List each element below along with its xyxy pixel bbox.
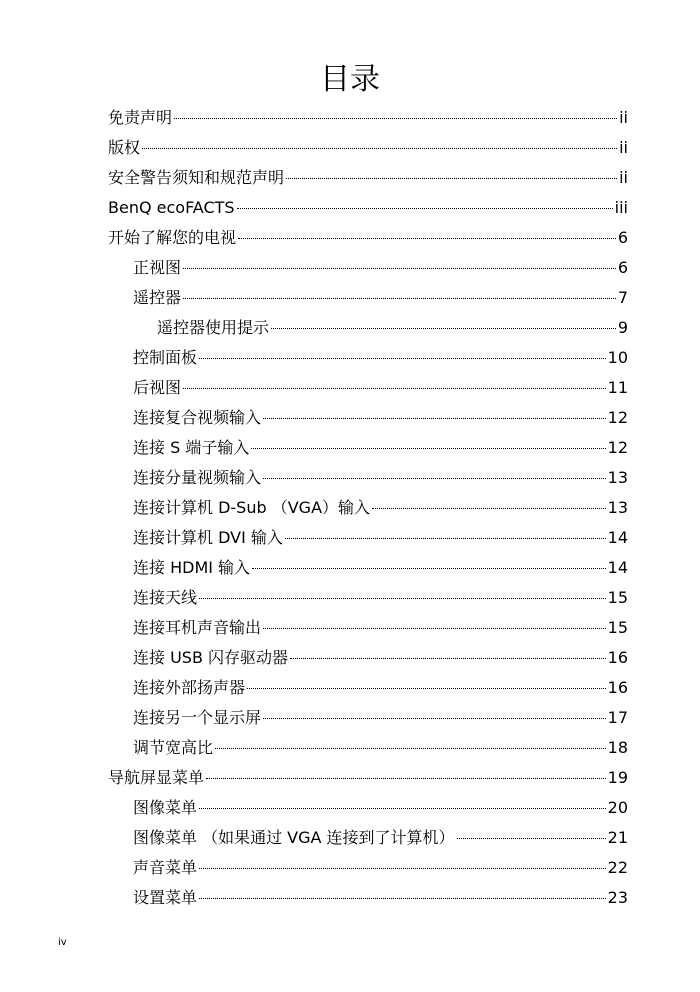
toc-entry[interactable] [133,493,628,523]
dot-leader [183,388,606,389]
page-number: iv [58,937,67,948]
toc-entry-page: ii [619,168,628,187]
toc-entry-page: 13 [607,498,628,517]
toc-entry-label: 连接天线 [133,588,198,607]
toc-entry[interactable] [108,193,628,223]
toc-entry-page: 17 [607,708,628,727]
toc-entry[interactable] [133,793,628,823]
toc-entry-label: 免责声明 [108,108,173,127]
dot-leader [252,568,606,569]
toc-entry-label: 连接耳机声音输出 [133,618,262,637]
toc-entry[interactable] [157,313,628,343]
toc-entry-page: 14 [607,528,628,547]
toc-entry-page: 16 [607,678,628,697]
toc-entry-page: 13 [607,468,628,487]
toc-entry-label: BenQ ecoFACTS [108,198,235,217]
dot-leader [263,628,606,629]
toc-entry-page: 12 [607,408,628,427]
toc-entry-page: 18 [607,738,628,757]
toc-entry[interactable] [133,463,628,493]
toc-entry-page: 7 [617,288,628,307]
toc-entry-page: 10 [607,348,628,367]
dot-leader [199,808,606,809]
toc-entry-label: 图像菜单 （如果通过 VGA 连接到了计算机） [133,828,455,847]
toc-entry-page: 6 [617,228,628,247]
dot-leader [263,478,606,479]
toc-entry[interactable] [133,673,628,703]
toc-entry-label: 遥控器 [133,288,182,307]
toc-entry-page: 20 [607,798,628,817]
toc-entry[interactable] [108,163,628,193]
toc-entry-label: 连接计算机 DVI 输入 [133,528,283,547]
dot-leader [285,538,606,539]
toc-entry-label: 声音菜单 [133,858,198,877]
toc-entry-label: 连接 USB 闪存驱动器 [133,648,289,667]
toc-entry[interactable] [133,523,628,553]
toc-entry[interactable] [133,253,628,283]
toc-entry-label: 版权 [108,138,141,157]
dot-leader [199,358,606,359]
dot-leader [183,298,616,299]
toc-entry-label: 连接外部扬声器 [133,678,246,697]
toc-entry[interactable] [133,403,628,433]
dot-leader [457,838,606,839]
dot-leader [372,508,606,509]
dot-leader [237,208,613,209]
toc-entry[interactable] [133,643,628,673]
dot-leader [199,898,606,899]
toc-entry-page: iii [614,198,628,217]
toc-entry[interactable] [133,853,628,883]
toc-entry-page: 6 [617,258,628,277]
dot-leader [183,268,616,269]
toc-entry-label: 控制面板 [133,348,198,367]
toc-entry[interactable] [133,613,628,643]
toc-entry[interactable] [108,133,628,163]
dot-leader [215,748,606,749]
toc-entry[interactable] [133,583,628,613]
toc-entry[interactable] [108,103,628,133]
toc-entry[interactable] [133,703,628,733]
toc-title: 目录 [320,62,380,97]
toc-entry[interactable] [133,433,628,463]
dot-leader [290,658,606,659]
toc-entry-label: 遥控器使用提示 [157,318,270,337]
toc-entry-page: ii [619,108,628,127]
toc-entry[interactable] [133,823,628,853]
toc-entry-label: 开始了解您的电视 [108,228,237,247]
toc-entry[interactable] [133,883,628,913]
dot-leader [286,178,617,179]
toc-entry[interactable] [108,223,628,253]
dot-leader [238,238,616,239]
toc-entry-label: 导航屏显菜单 [108,768,205,787]
toc-entry[interactable] [133,283,628,313]
toc-entry[interactable] [133,553,628,583]
dot-leader [247,688,606,689]
toc-entry-page: 12 [607,438,628,457]
toc-entry-label: 图像菜单 [133,798,198,817]
dot-leader [271,328,616,329]
toc-entry-label: 调节宽高比 [133,738,214,757]
toc-entry-page: 21 [607,828,628,847]
toc-entry-label: 连接 S 端子输入 [133,438,250,457]
toc-entry-page: 23 [607,888,628,907]
dot-leader [142,148,617,149]
toc-entry-page: 15 [607,588,628,607]
toc-entry-page: 14 [607,558,628,577]
toc-entry[interactable] [133,343,628,373]
dot-leader [251,448,605,449]
toc-entry-label: 连接分量视频输入 [133,468,262,487]
dot-leader [263,718,606,719]
toc-entry[interactable] [133,373,628,403]
toc-entry-label: 连接 HDMI 输入 [133,558,251,577]
toc-entry-label: 设置菜单 [133,888,198,907]
dot-leader [206,778,606,779]
toc-entry-label: 连接计算机 D-Sub （VGA）输入 [133,498,371,517]
toc-entry-page: ii [619,138,628,157]
dot-leader [199,598,606,599]
toc-entry-page: 16 [607,648,628,667]
toc-entry[interactable] [108,763,628,793]
toc-entry-label: 正视图 [133,258,182,277]
toc-entry-page: 19 [607,768,628,787]
dot-leader [263,418,606,419]
toc-entry-label: 后视图 [133,378,182,397]
toc-entry-page: 9 [617,318,628,337]
toc-entry-label: 连接复合视频输入 [133,408,262,427]
toc-entry[interactable] [133,733,628,763]
toc-entry-label: 安全警告须知和规范声明 [108,168,285,187]
toc-entry-page: 11 [607,378,628,397]
toc-entry-label: 连接另一个显示屏 [133,708,262,727]
toc-entry-page: 15 [607,618,628,637]
dot-leader [199,868,606,869]
dot-leader [174,118,617,119]
toc-entry-page: 22 [607,858,628,877]
